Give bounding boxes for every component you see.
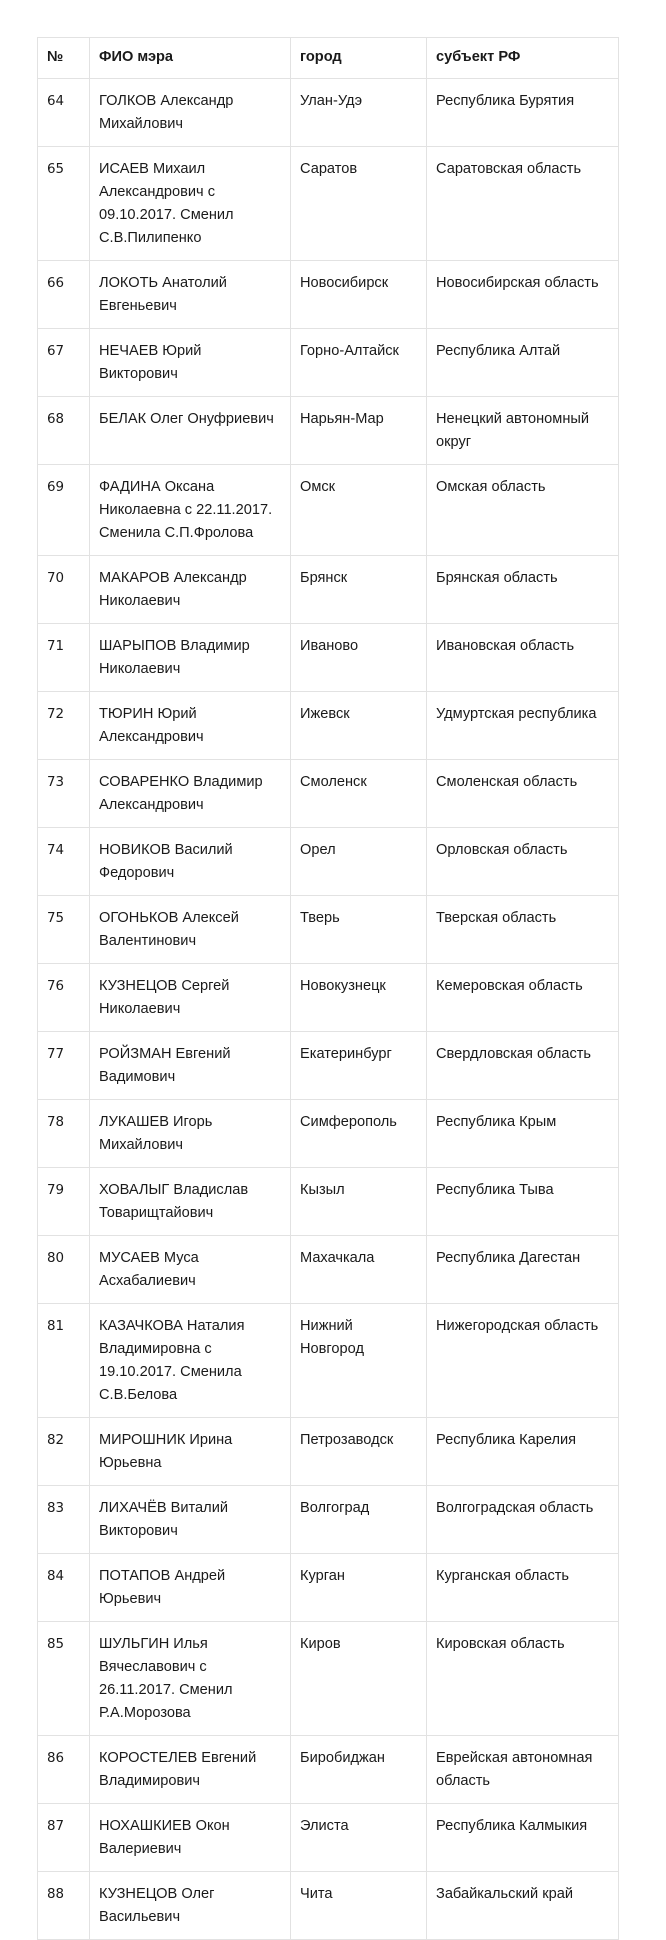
mayors-table <box>37 37 619 1940</box>
cell-region: Забайкальский край <box>427 1872 619 1940</box>
cell-num: 87 <box>38 1804 90 1872</box>
cell-mayor-name: РОЙЗМАН Евгений Вадимович <box>90 1032 291 1100</box>
cell-num: 79 <box>38 1168 90 1236</box>
table-row <box>38 1554 619 1622</box>
table-row <box>38 760 619 828</box>
cell-num: 82 <box>38 1418 90 1486</box>
cell-city: Симферополь <box>291 1100 427 1168</box>
table-row <box>38 465 619 556</box>
cell-mayor-name: ШУЛЬГИН Илья Вячеславович с 26.11.2017. Сменил Р.А.Морозова <box>90 1622 291 1736</box>
table-row <box>38 1622 619 1736</box>
table-row <box>38 1486 619 1554</box>
cell-num: 88 <box>38 1872 90 1940</box>
cell-city: Горно-Алтайск <box>291 329 427 397</box>
cell-num: 66 <box>38 261 90 329</box>
cell-region: Новосибирская область <box>427 261 619 329</box>
cell-region: Тверская область <box>427 896 619 964</box>
cell-region: Орловская область <box>427 828 619 896</box>
cell-num: 73 <box>38 760 90 828</box>
cell-num: 80 <box>38 1236 90 1304</box>
cell-num: 85 <box>38 1622 90 1736</box>
cell-num: 67 <box>38 329 90 397</box>
header-num: № <box>38 38 90 79</box>
cell-mayor-name: ГОЛКОВ Александр Михайлович <box>90 79 291 147</box>
cell-mayor-name: СОВАРЕНКО Владимир Александрович <box>90 760 291 828</box>
table-row <box>38 828 619 896</box>
cell-region: Республика Дагестан <box>427 1236 619 1304</box>
table-row <box>38 261 619 329</box>
cell-mayor-name: ФАДИНА Оксана Николаевна с 22.11.2017. Сменила С.П.Фролова <box>90 465 291 556</box>
cell-mayor-name: КУЗНЕЦОВ Сергей Николаевич <box>90 964 291 1032</box>
cell-city: Смоленск <box>291 760 427 828</box>
cell-num: 74 <box>38 828 90 896</box>
table-row <box>38 1304 619 1418</box>
cell-region: Смоленская область <box>427 760 619 828</box>
cell-city: Нарьян-Мар <box>291 397 427 465</box>
cell-region: Удмуртская республика <box>427 692 619 760</box>
cell-region: Республика Крым <box>427 1100 619 1168</box>
cell-city: Волгоград <box>291 1486 427 1554</box>
table-row <box>38 896 619 964</box>
cell-mayor-name: ИСАЕВ Михаил Александрович с 09.10.2017. Сменил С.В.Пилипенко <box>90 147 291 261</box>
cell-region: Волгоградская область <box>427 1486 619 1554</box>
cell-num: 81 <box>38 1304 90 1418</box>
cell-city: Кызыл <box>291 1168 427 1236</box>
cell-region: Республика Бурятия <box>427 79 619 147</box>
cell-city: Элиста <box>291 1804 427 1872</box>
cell-mayor-name: НОВИКОВ Василий Федорович <box>90 828 291 896</box>
cell-mayor-name: НОХАШКИЕВ Окон Валериевич <box>90 1804 291 1872</box>
cell-region: Ненецкий автономный округ <box>427 397 619 465</box>
cell-num: 70 <box>38 556 90 624</box>
cell-num: 78 <box>38 1100 90 1168</box>
cell-region: Брянская область <box>427 556 619 624</box>
cell-num: 83 <box>38 1486 90 1554</box>
cell-region: Республика Калмыкия <box>427 1804 619 1872</box>
cell-region: Еврейская автономная область <box>427 1736 619 1804</box>
table-row <box>38 1418 619 1486</box>
cell-mayor-name: ХОВАЛЫГ Владислав Товарищтайович <box>90 1168 291 1236</box>
cell-mayor-name: КУЗНЕЦОВ Олег Васильевич <box>90 1872 291 1940</box>
cell-num: 71 <box>38 624 90 692</box>
cell-num: 76 <box>38 964 90 1032</box>
table-row <box>38 1736 619 1804</box>
cell-mayor-name: ЛИХАЧЁВ Виталий Викторович <box>90 1486 291 1554</box>
cell-city: Киров <box>291 1622 427 1736</box>
cell-num: 68 <box>38 397 90 465</box>
cell-mayor-name: ЛОКОТЬ Анатолий Евгеньевич <box>90 261 291 329</box>
cell-mayor-name: ПОТАПОВ Андрей Юрьевич <box>90 1554 291 1622</box>
cell-region: Кировская область <box>427 1622 619 1736</box>
table-row <box>38 1168 619 1236</box>
table-row <box>38 624 619 692</box>
table-row <box>38 1100 619 1168</box>
cell-mayor-name: МИРОШНИК Ирина Юрьевна <box>90 1418 291 1486</box>
cell-city: Иваново <box>291 624 427 692</box>
table-row <box>38 1872 619 1940</box>
table-row <box>38 147 619 261</box>
cell-city: Новосибирск <box>291 261 427 329</box>
cell-mayor-name: ОГОНЬКОВ Алексей Валентинович <box>90 896 291 964</box>
cell-mayor-name: МУСАЕВ Муса Асхабалиевич <box>90 1236 291 1304</box>
cell-city: Петрозаводск <box>291 1418 427 1486</box>
cell-city: Омск <box>291 465 427 556</box>
table-row <box>38 1804 619 1872</box>
header-name: ФИО мэра <box>90 38 291 79</box>
cell-city: Новокузнецк <box>291 964 427 1032</box>
cell-num: 86 <box>38 1736 90 1804</box>
cell-city: Нижний Новгород <box>291 1304 427 1418</box>
header-region: субъект РФ <box>427 38 619 79</box>
cell-mayor-name: БЕЛАК Олег Онуфриевич <box>90 397 291 465</box>
cell-city: Екатеринбург <box>291 1032 427 1100</box>
cell-num: 69 <box>38 465 90 556</box>
cell-city: Брянск <box>291 556 427 624</box>
cell-num: 64 <box>38 79 90 147</box>
cell-region: Свердловская область <box>427 1032 619 1100</box>
cell-city: Ижевск <box>291 692 427 760</box>
cell-mayor-name: МАКАРОВ Александр Николаевич <box>90 556 291 624</box>
cell-num: 84 <box>38 1554 90 1622</box>
cell-mayor-name: НЕЧАЕВ Юрий Викторович <box>90 329 291 397</box>
cell-mayor-name: КАЗАЧКОВА Наталия Владимировна с 19.10.2017. Сменила С.В.Белова <box>90 1304 291 1418</box>
cell-city: Махачкала <box>291 1236 427 1304</box>
table-row <box>38 1236 619 1304</box>
cell-mayor-name: ЛУКАШЕВ Игорь Михайлович <box>90 1100 291 1168</box>
cell-region: Саратовская область <box>427 147 619 261</box>
cell-region: Ивановская область <box>427 624 619 692</box>
cell-mayor-name: ТЮРИН Юрий Александрович <box>90 692 291 760</box>
cell-city: Чита <box>291 1872 427 1940</box>
table-row <box>38 79 619 147</box>
cell-region: Курганская область <box>427 1554 619 1622</box>
cell-num: 72 <box>38 692 90 760</box>
table-row <box>38 329 619 397</box>
cell-region: Кемеровская область <box>427 964 619 1032</box>
cell-region: Омская область <box>427 465 619 556</box>
cell-city: Биробиджан <box>291 1736 427 1804</box>
table-row <box>38 964 619 1032</box>
cell-region: Республика Карелия <box>427 1418 619 1486</box>
cell-num: 75 <box>38 896 90 964</box>
table-header-row <box>38 38 619 79</box>
cell-mayor-name: КОРОСТЕЛЕВ Евгений Владимирович <box>90 1736 291 1804</box>
cell-num: 77 <box>38 1032 90 1100</box>
table-row <box>38 397 619 465</box>
cell-num: 65 <box>38 147 90 261</box>
cell-city: Орел <box>291 828 427 896</box>
cell-city: Тверь <box>291 896 427 964</box>
cell-city: Курган <box>291 1554 427 1622</box>
table-row <box>38 692 619 760</box>
cell-city: Улан-Удэ <box>291 79 427 147</box>
cell-region: Республика Алтай <box>427 329 619 397</box>
cell-region: Республика Тыва <box>427 1168 619 1236</box>
cell-city: Саратов <box>291 147 427 261</box>
header-city: город <box>291 38 427 79</box>
cell-mayor-name: ШАРЫПОВ Владимир Николаевич <box>90 624 291 692</box>
cell-region: Нижегородская область <box>427 1304 619 1418</box>
table-row <box>38 1032 619 1100</box>
table-row <box>38 556 619 624</box>
